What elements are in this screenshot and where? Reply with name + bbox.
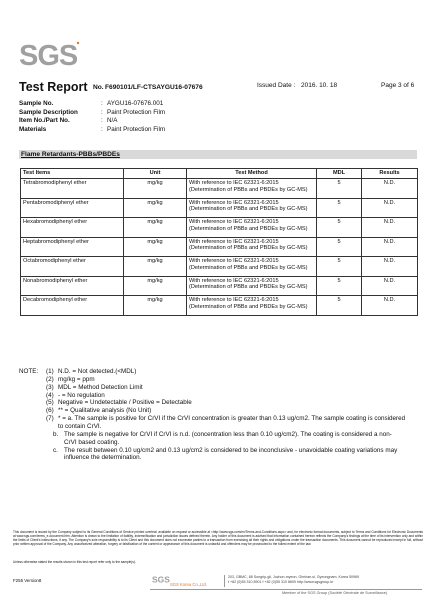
mdl: 5 <box>317 237 362 257</box>
info-row: Sample No. : AYGU16-07676.001 <box>19 100 164 107</box>
note-item: (2) mg/kg = ppm <box>46 375 95 383</box>
sgs-small-logo <box>152 575 170 583</box>
test-item: Decabromodiphenyl ether <box>21 296 124 316</box>
result: N.D. <box>362 276 418 296</box>
table-row <box>21 237 418 257</box>
table-row <box>21 276 418 296</box>
test-method: With reference to IEC 62321-6:2015 (Determination of PBBs and PBDEs by GC-MS) <box>187 276 317 296</box>
unit: mg/kg <box>124 179 187 199</box>
test-item: Pentabromodiphenyl ether <box>21 198 124 218</box>
address-line: 203, GBMC, 88 Songrip-gil, Juchon-myeon, Gimhae-si, Gyeongnam, Korea 50969 <box>228 575 360 579</box>
section-title: Flame Retardants-PBBs/PBDEs <box>21 150 120 158</box>
note-sub-item: c. The result between 0.10 ug/cm2 and 0.13 ug/cm2 is considered to be inconclusive - unavoidable coating variations may influence the determination. <box>53 446 398 462</box>
test-method: With reference to IEC 62321-6:2015 (Determination of PBBs and PBDEs by GC-MS) <box>187 179 317 199</box>
table-header-row <box>21 169 418 179</box>
footer-divider <box>150 589 422 590</box>
column-header: MDL <box>317 169 362 179</box>
test-method: With reference to IEC 62321-6:2015 (Determination of PBBs and PBDEs by GC-MS) <box>187 198 317 218</box>
report-header <box>19 80 419 96</box>
test-method: With reference to IEC 62321-6:2015 (Determination of PBBs and PBDEs by GC-MS) <box>187 218 317 238</box>
unit: mg/kg <box>124 218 187 238</box>
test-method: With reference to IEC 62321-6:2015 (Determination of PBBs and PBDEs by GC-MS) <box>187 257 317 277</box>
table-row <box>21 218 418 238</box>
table-row <box>21 179 418 199</box>
test-item: Octabromodiphenyl ether <box>21 257 124 277</box>
issued-date-label: Issued Date : <box>257 82 296 89</box>
info-row: Item No./Part No. : N/A <box>19 117 118 125</box>
svg-text:SGS: SGS <box>152 575 170 583</box>
section-header <box>19 150 417 159</box>
mdl: 5 <box>317 257 362 277</box>
test-item: Tetrabromodiphenyl ether <box>21 179 124 199</box>
info-label: Sample Description <box>19 108 78 116</box>
unit: mg/kg <box>124 257 187 277</box>
test-method: With reference to IEC 62321-6:2015 (Determination of PBBs and PBDEs by GC-MS) <box>187 296 317 316</box>
info-row: Sample Description : Paint Protection Film <box>19 108 166 116</box>
sgs-logo <box>19 40 81 67</box>
result: N.D. <box>362 218 418 238</box>
results-table <box>20 168 418 316</box>
column-header: Results <box>362 169 418 179</box>
result: N.D. <box>362 257 418 277</box>
test-item: Hexabromodiphenyl ether <box>21 218 124 238</box>
member-statement: Member of the SGS Group (Société Générale de Surveillance) <box>282 591 388 595</box>
footer-disclaimer: This document is issued by the Company subject to its General Conditions of Service printed overleaf, available on request or accessible at <http://www.sgs.com/en/Terms-and-Conditions.aspx> and, for electronic format documents, subject to Terms and Conditions for Electronic Documents at www.sgs.com/terms_e-document.htm. Attention is drawn to the limitation of liability, indemnification and jurisdiction issues defined therein. Any holder of this document is advised that information contained hereon reflects the Company's findings at the time of its intervention only and within the limits of Client's instructions, if any. The Company's sole responsibility is to its Client and this document does not exonerate parties to a transaction from exercising all their rights and obligations under the transaction documents. This document cannot be reproduced except in full, without prior written approval of the Company. Any unauthorized alteration, forgery or falsification of the content or appearance of this document is unlawful and offenders may be prosecuted to the fullest extent of the law. <box>13 530 423 547</box>
form-version: F255 Version8 <box>13 578 42 583</box>
address-divider <box>224 575 225 587</box>
unit: mg/kg <box>124 237 187 257</box>
unit: mg/kg <box>124 276 187 296</box>
result: N.D. <box>362 179 418 199</box>
unit: mg/kg <box>124 198 187 218</box>
info-value: AYGU16-07676.001 <box>107 100 164 107</box>
contact-line: t +82 (0)55 310 8901 f +82 (0)55 310 8609 http://www.sgsgroup.kr <box>228 580 334 585</box>
report-number-label: No. <box>93 84 104 91</box>
column-header: Unit <box>124 169 187 179</box>
note-item: (1) N.D. = Not detected.(<MDL) <box>46 368 137 375</box>
note-item: (4) - = No regulation <box>46 391 105 399</box>
mdl: 5 <box>317 218 362 238</box>
mdl: 5 <box>317 198 362 218</box>
test-item: Heptabromodiphenyl ether <box>21 237 124 257</box>
note-item: (7) * = a. The sample is positive for CrVI if the CrVI concentration is greater than 0.13 ug/cm2. The sample coating is considered to contain CrVI. <box>46 415 406 431</box>
table-row <box>21 257 418 277</box>
notes-label: NOTE: <box>19 368 39 375</box>
info-label: Item No./Part No. <box>19 117 70 125</box>
result: N.D. <box>362 198 418 218</box>
table-row <box>21 198 418 218</box>
info-value: Paint Protection Film <box>107 125 166 133</box>
company-name: SGS Korea Co.,Ltd. <box>170 582 208 587</box>
test-item: Nonabromodiphenyl ether <box>21 276 124 296</box>
note-item: (3) MDL = Method Detection Limit <box>46 383 143 391</box>
mdl: 5 <box>317 296 362 316</box>
issued-date: 2016. 10. 18 <box>301 82 338 89</box>
notes-list <box>46 368 406 462</box>
report-number: F690101/LF-CTSAYGU16-07676 <box>105 84 203 91</box>
svg-text:SGS: SGS <box>19 40 78 67</box>
result: N.D. <box>362 296 418 316</box>
report-title: Test Report <box>19 80 88 94</box>
column-header: Test Method <box>187 169 317 179</box>
info-label: Sample No. <box>19 100 54 107</box>
note-sub-item: b. The sample is negative for CrVI if CrVI is n.d. (concentration less than 0.10 ug/cm2). The coating is considered a non-CrVI based coating. <box>53 430 392 446</box>
note-item: (5) Negative = Undetectable / Positive = Detectable <box>46 399 192 407</box>
mdl: 5 <box>317 276 362 296</box>
table-row <box>21 296 418 316</box>
result: N.D. <box>362 237 418 257</box>
mdl: 5 <box>317 179 362 199</box>
test-method: With reference to IEC 62321-6:2015 (Determination of PBBs and PBDEs by GC-MS) <box>187 237 317 257</box>
unit: mg/kg <box>124 296 187 316</box>
sample-info <box>19 100 399 134</box>
info-value: Paint Protection Film <box>107 108 166 116</box>
note-item: (6) ** = Qualitative analysis (No Unit) <box>46 407 152 415</box>
footer-warning: Unless otherwise stated the results shown in this test report refer only to the sample(s). <box>13 560 136 564</box>
info-row: Materials : Paint Protection Film <box>19 125 166 133</box>
company-address <box>228 575 359 585</box>
page-number: Page 3 of 6 <box>381 82 415 89</box>
info-value: N/A <box>107 117 118 125</box>
info-label: Materials <box>19 125 47 133</box>
column-header: Test Items <box>21 169 124 179</box>
